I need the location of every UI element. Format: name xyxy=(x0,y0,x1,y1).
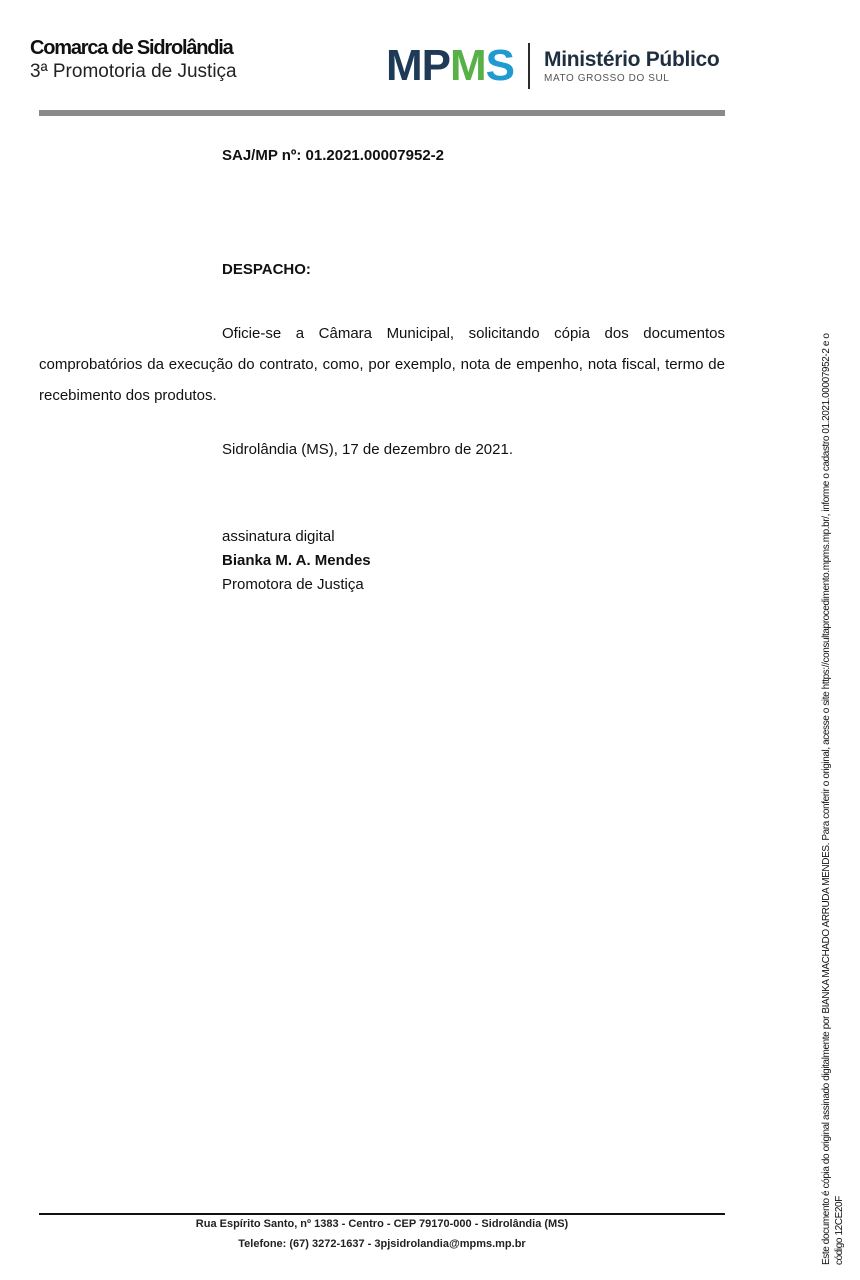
logo-letters-mp: MP xyxy=(386,41,450,90)
logo-letters-ms: MS xyxy=(450,41,515,90)
paragraph-text: Oficie-se a Câmara Municipal, solicitando cópia dos documentos comprobatórios da execução do contrato, como, por exemplo, nota de empenho, nota fiscal, termo de recebimento dos produtos. xyxy=(39,325,725,404)
signature-type: assinatura digital xyxy=(222,528,335,545)
footer-divider xyxy=(39,1213,725,1215)
margin-note-line1: Este documento é cópia do original assinado digitalmente por BIANKA MACHADO ARRUDA MENDES. Para conferir o original, acesse o site https://consultaprocedimento.mpms.mp.br/, informe o cadastro 01.2021.00007952-2 e o xyxy=(821,333,832,1265)
comarca-title: Comarca de Sidrolândia xyxy=(30,37,233,59)
header-divider xyxy=(39,110,725,116)
signature-name: Bianka M. A. Mendes xyxy=(222,552,371,569)
logo-divider xyxy=(528,43,530,89)
footer-phone: Telefone: (67) 3272-1637 - 3pjsidrolandia@mpms.mp.br xyxy=(238,1238,526,1250)
logo-ministerio: Ministério Público xyxy=(544,47,720,71)
document-title: DESPACHO: xyxy=(222,261,311,278)
date-line: Sidrolândia (MS), 17 de dezembro de 2021. xyxy=(222,441,514,458)
signature-role: Promotora de Justiça xyxy=(222,576,364,593)
promotoria-subtitle: 3ª Promotoria de Justiça xyxy=(30,61,237,82)
verification-margin-note xyxy=(820,5,846,1265)
margin-note-line2: código 12CE20F xyxy=(834,1196,845,1265)
logo-mark xyxy=(386,41,515,90)
logo-estado: MATO GROSSO DO SUL xyxy=(544,73,670,85)
logo-text xyxy=(544,48,719,84)
footer-address: Rua Espírito Santo, nº 1383 - Centro - CEP 79170-000 - Sidrolândia (MS) xyxy=(195,1218,569,1230)
despacho-paragraph xyxy=(39,318,725,411)
mpms-logo xyxy=(386,40,719,92)
saj-number: SAJ/MP nº: 01.2021.00007952-2 xyxy=(222,147,445,164)
